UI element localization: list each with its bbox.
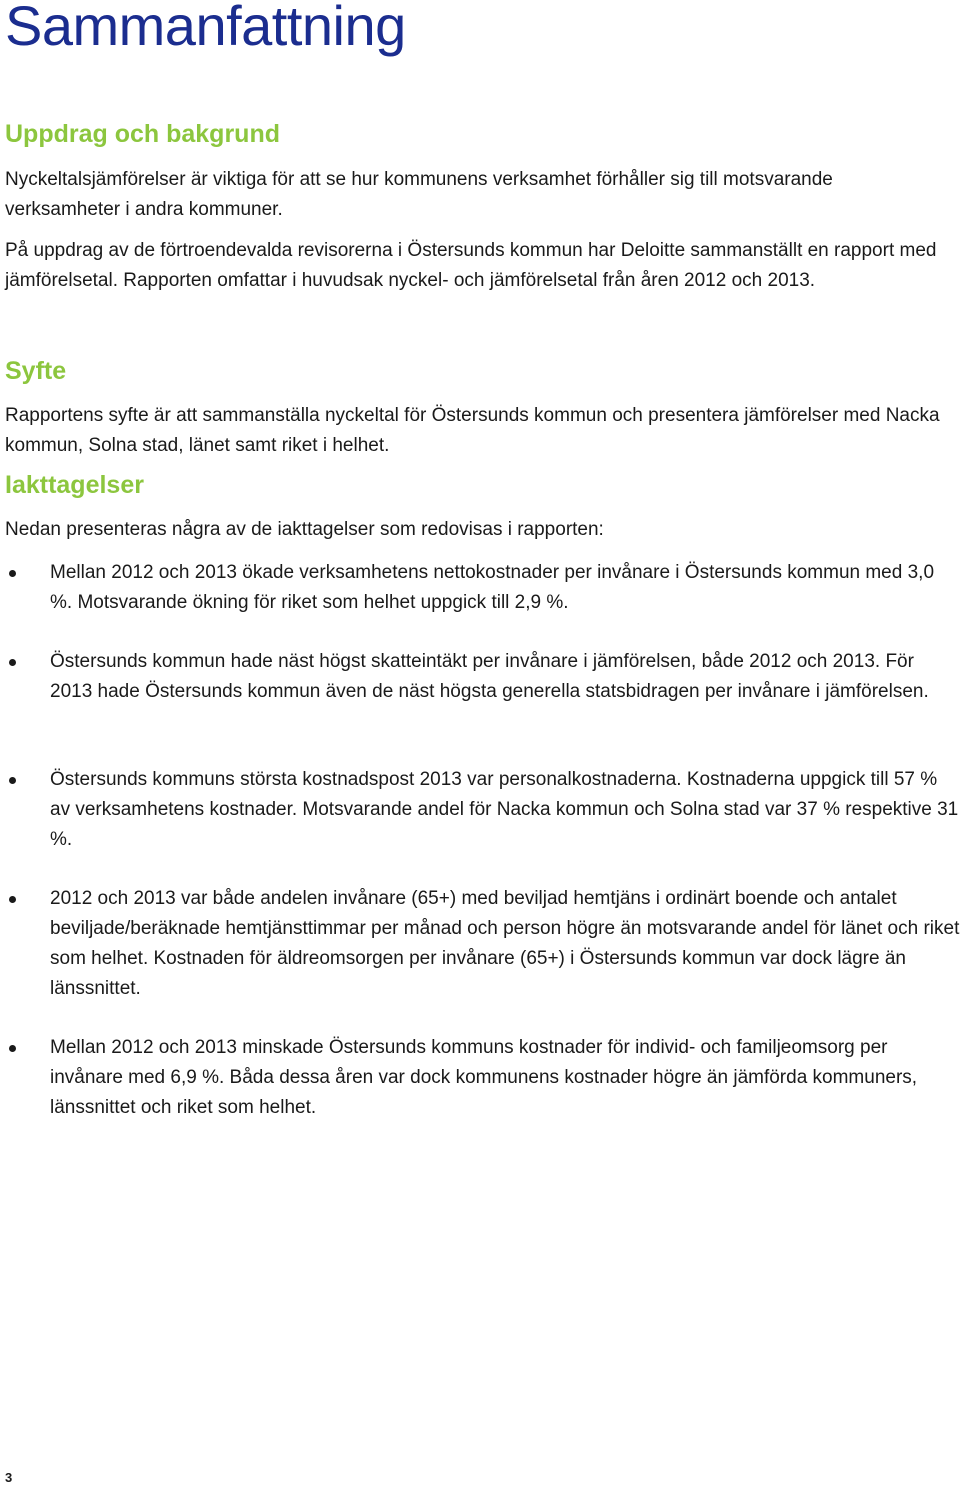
section-heading-uppdrag: Uppdrag och bakgrund: [5, 120, 280, 148]
paragraph-uppdrag-1: Nyckeltalsjämförelser är viktiga för att se hur kommunens verksamhet förhåller sig till motsvarande verksamheter i andra kommuner.: [5, 169, 833, 220]
page-number: 3: [5, 1470, 13, 1485]
bullet-icon: [9, 1045, 16, 1052]
section-heading-syfte: Syfte: [5, 357, 67, 385]
paragraph-uppdrag-2: På uppdrag av de förtroendevalda revisorerna i Östersunds kommun har Deloitte sammanställt en rapport med jämförelsetal. Rapporten omfattar i huvudsak nyckel- och jämförelsetal från åren 2012 och 2013.: [5, 240, 937, 291]
section-heading-iakttagelser: Iakttagelser: [5, 471, 144, 499]
bullet-text: 2012 och 2013 var både andelen invånare (65+) med beviljad hemtjäns i ordinärt boende och antalet beviljade/beräknade hemtjänsttimmar per månad och person högre än motsvarande andel för länet och riket som helhet. Kostnaden för äldreomsorgen per invånare (65+) i Östersunds kommun var dock lägre än länssnittet.: [50, 888, 960, 999]
paragraph-iakttagelser-intro: Nedan presenteras några av de iakttagelser som redovisas i rapporten:: [5, 519, 604, 540]
paragraph-syfte: Rapportens syfte är att sammanställa nyckeltal för Östersunds kommun och presentera jämförelser med Nacka kommun, Solna stad, länet samt riket i helhet.: [5, 405, 940, 456]
bullet-text: Östersunds kommun hade näst högst skatteintäkt per invånare i jämförelsen, både 2012 och 2013. För 2013 hade Östersunds kommun även de näst högsta generella statsbidragen per invånare i jämförelsen.: [50, 651, 929, 702]
page-title: Sammanfattning: [5, 0, 406, 57]
bullet-text: Östersunds kommuns största kostnadspost 2013 var personalkostnaderna. Kostnaderna uppgick till 57 % av verksamhetens kostnader. Motsvarande andel för Nacka kommun och Solna stad var 37 % respektive 31 %.: [50, 769, 959, 850]
bullet-icon: [9, 659, 16, 666]
bullet-icon: [9, 570, 16, 577]
bullet-text: Mellan 2012 och 2013 minskade Östersunds kommuns kostnader för individ- och familjeomsorg per invånare med 6,9 %. Båda dessa åren var dock kommunens kostnader högre än jämförda kommuners, länssnittet och riket som helhet.: [50, 1037, 918, 1118]
bullet-icon: [9, 896, 16, 903]
bullet-text: Mellan 2012 och 2013 ökade verksamhetens nettokostnader per invånare i Östersunds kommun med 3,0 %. Motsvarande ökning för riket som helhet uppgick till 2,9 %.: [50, 562, 935, 613]
bullet-icon: [9, 777, 16, 784]
